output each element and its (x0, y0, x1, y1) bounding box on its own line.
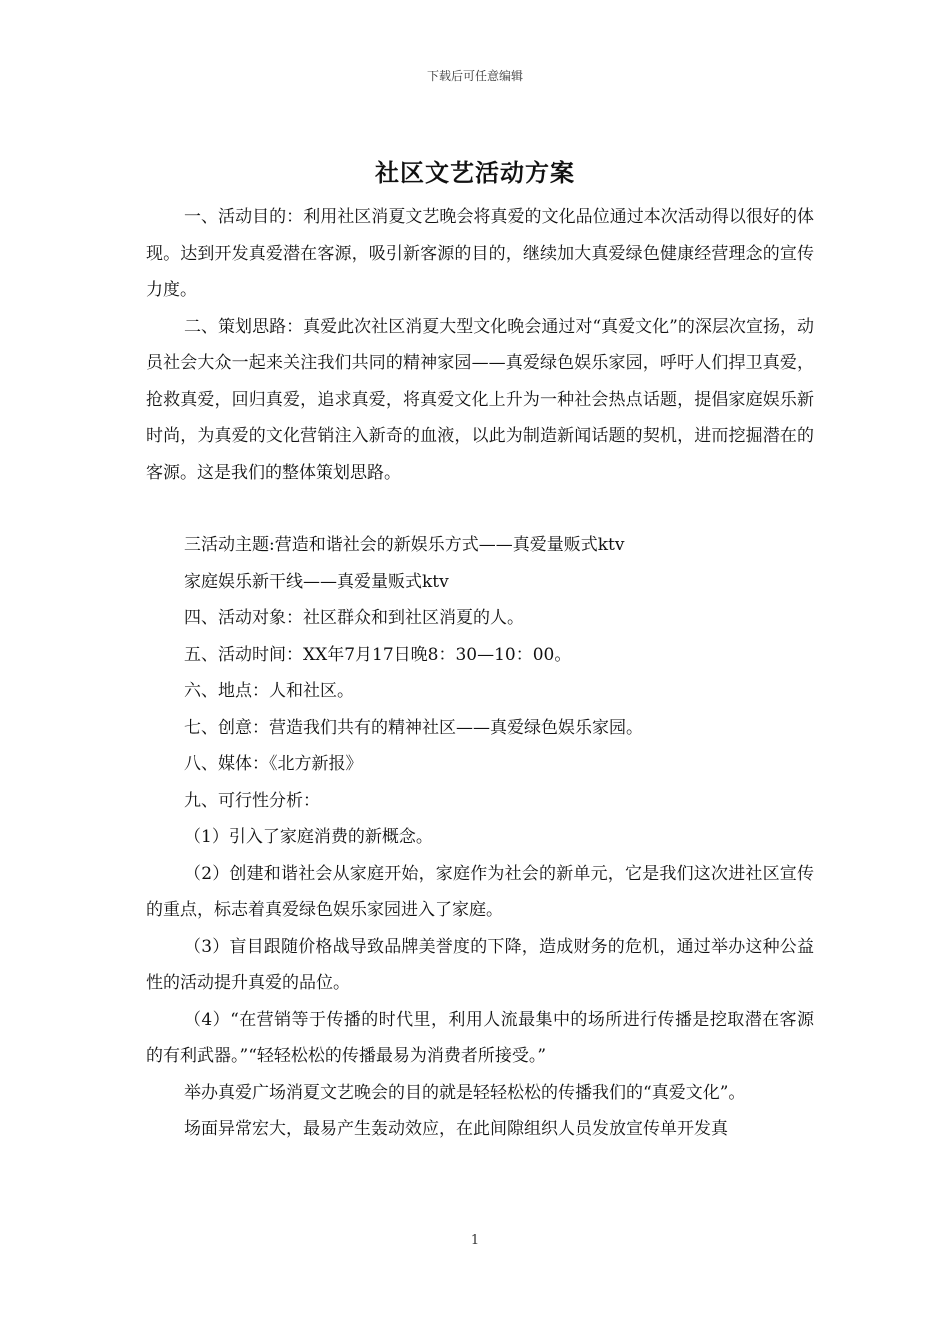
page-number: 1 (470, 1233, 480, 1248)
paragraph-feasibility-1: （1）引入了家庭消费的新概念。 (184, 827, 433, 847)
paragraph-location: 六、地点：人和社区。 (184, 681, 354, 701)
paragraph-feasibility-4: （4）“在营销等于传播的时代里，利用人流最集中的场所进行传播是挖取潜在客源的有利武器。”“轻轻松松的传播最易为消费者所接受。” (146, 1009, 814, 1066)
paragraph-feasibility-heading: 九、可行性分析： (184, 790, 320, 811)
paragraph-feasibility-2: （2）创建和谐社会从家庭开始，家庭作为社会的新单元，它是我们这次进社区宣传的重点，标志着真爱绿色娱乐家园进入了家庭。 (146, 863, 814, 920)
paragraph-feasibility-3: （3）盲目跟随价格战导致品牌美誉度的下降，造成财务的危机，通过举办这种公益性的活动提升真爱的品位。 (146, 936, 814, 993)
paragraph-purpose: 一、活动目的：利用社区消夏文艺晚会将真爱的文化品位通过本次活动得以很好的体现。达到开发真爱潜在客源，吸引新客源的目的，继续加大真爱绿色健康经营理念的宣传力度。 (146, 207, 814, 300)
paragraph-event-purpose: 举办真爱广场消夏文艺晚会的目的就是轻轻松松的传播我们的“真爱文化”。 (184, 1082, 746, 1103)
paragraph-audience: 四、活动对象：社区群众和到社区消夏的人。 (184, 608, 524, 628)
paragraph-idea: 七、创意：营造我们共有的精神社区——真爱绿色娱乐家园。 (184, 717, 643, 738)
paragraph-scene: 场面异常宏大，最易产生轰动效应，在此间隙组织人员发放宣传单开发真 (184, 1119, 728, 1139)
page-header-note: 下载后可任意编辑 (426, 69, 523, 83)
paragraph-theme: 三活动主题:营造和谐社会的新娱乐方式——真爱量贩式ktv (184, 535, 625, 555)
document-title: 社区文艺活动方案 (375, 159, 575, 187)
paragraph-planning-idea: 二、策划思路：真爱此次社区消夏大型文化晚会通过对“真爱文化”的深层次宣扬，动员社会大众一起来关注我们共同的精神家园——真爱绿色娱乐家园，呼吁人们捍卫真爱，抢救真爱，回归真爱，追求真爱，将真爱文化上升为一种社会热点话题，提倡家庭娱乐新时尚，为真爱的文化营销注入新奇的血液，以此为制造新闻话题的契机，进而挖掘潜在的客源。这是我们的整体策划思路。 (146, 316, 814, 483)
paragraph-gap (146, 491, 814, 527)
paragraph-media: 八、媒体：《北方新报》 (184, 754, 363, 774)
document-body (146, 199, 814, 1148)
paragraph-time: 五、活动时间：XX年7月17日晚8：30—10：00。 (184, 644, 572, 665)
paragraph-theme-sub: 家庭娱乐新干线——真爱量贩式ktv (184, 571, 449, 592)
